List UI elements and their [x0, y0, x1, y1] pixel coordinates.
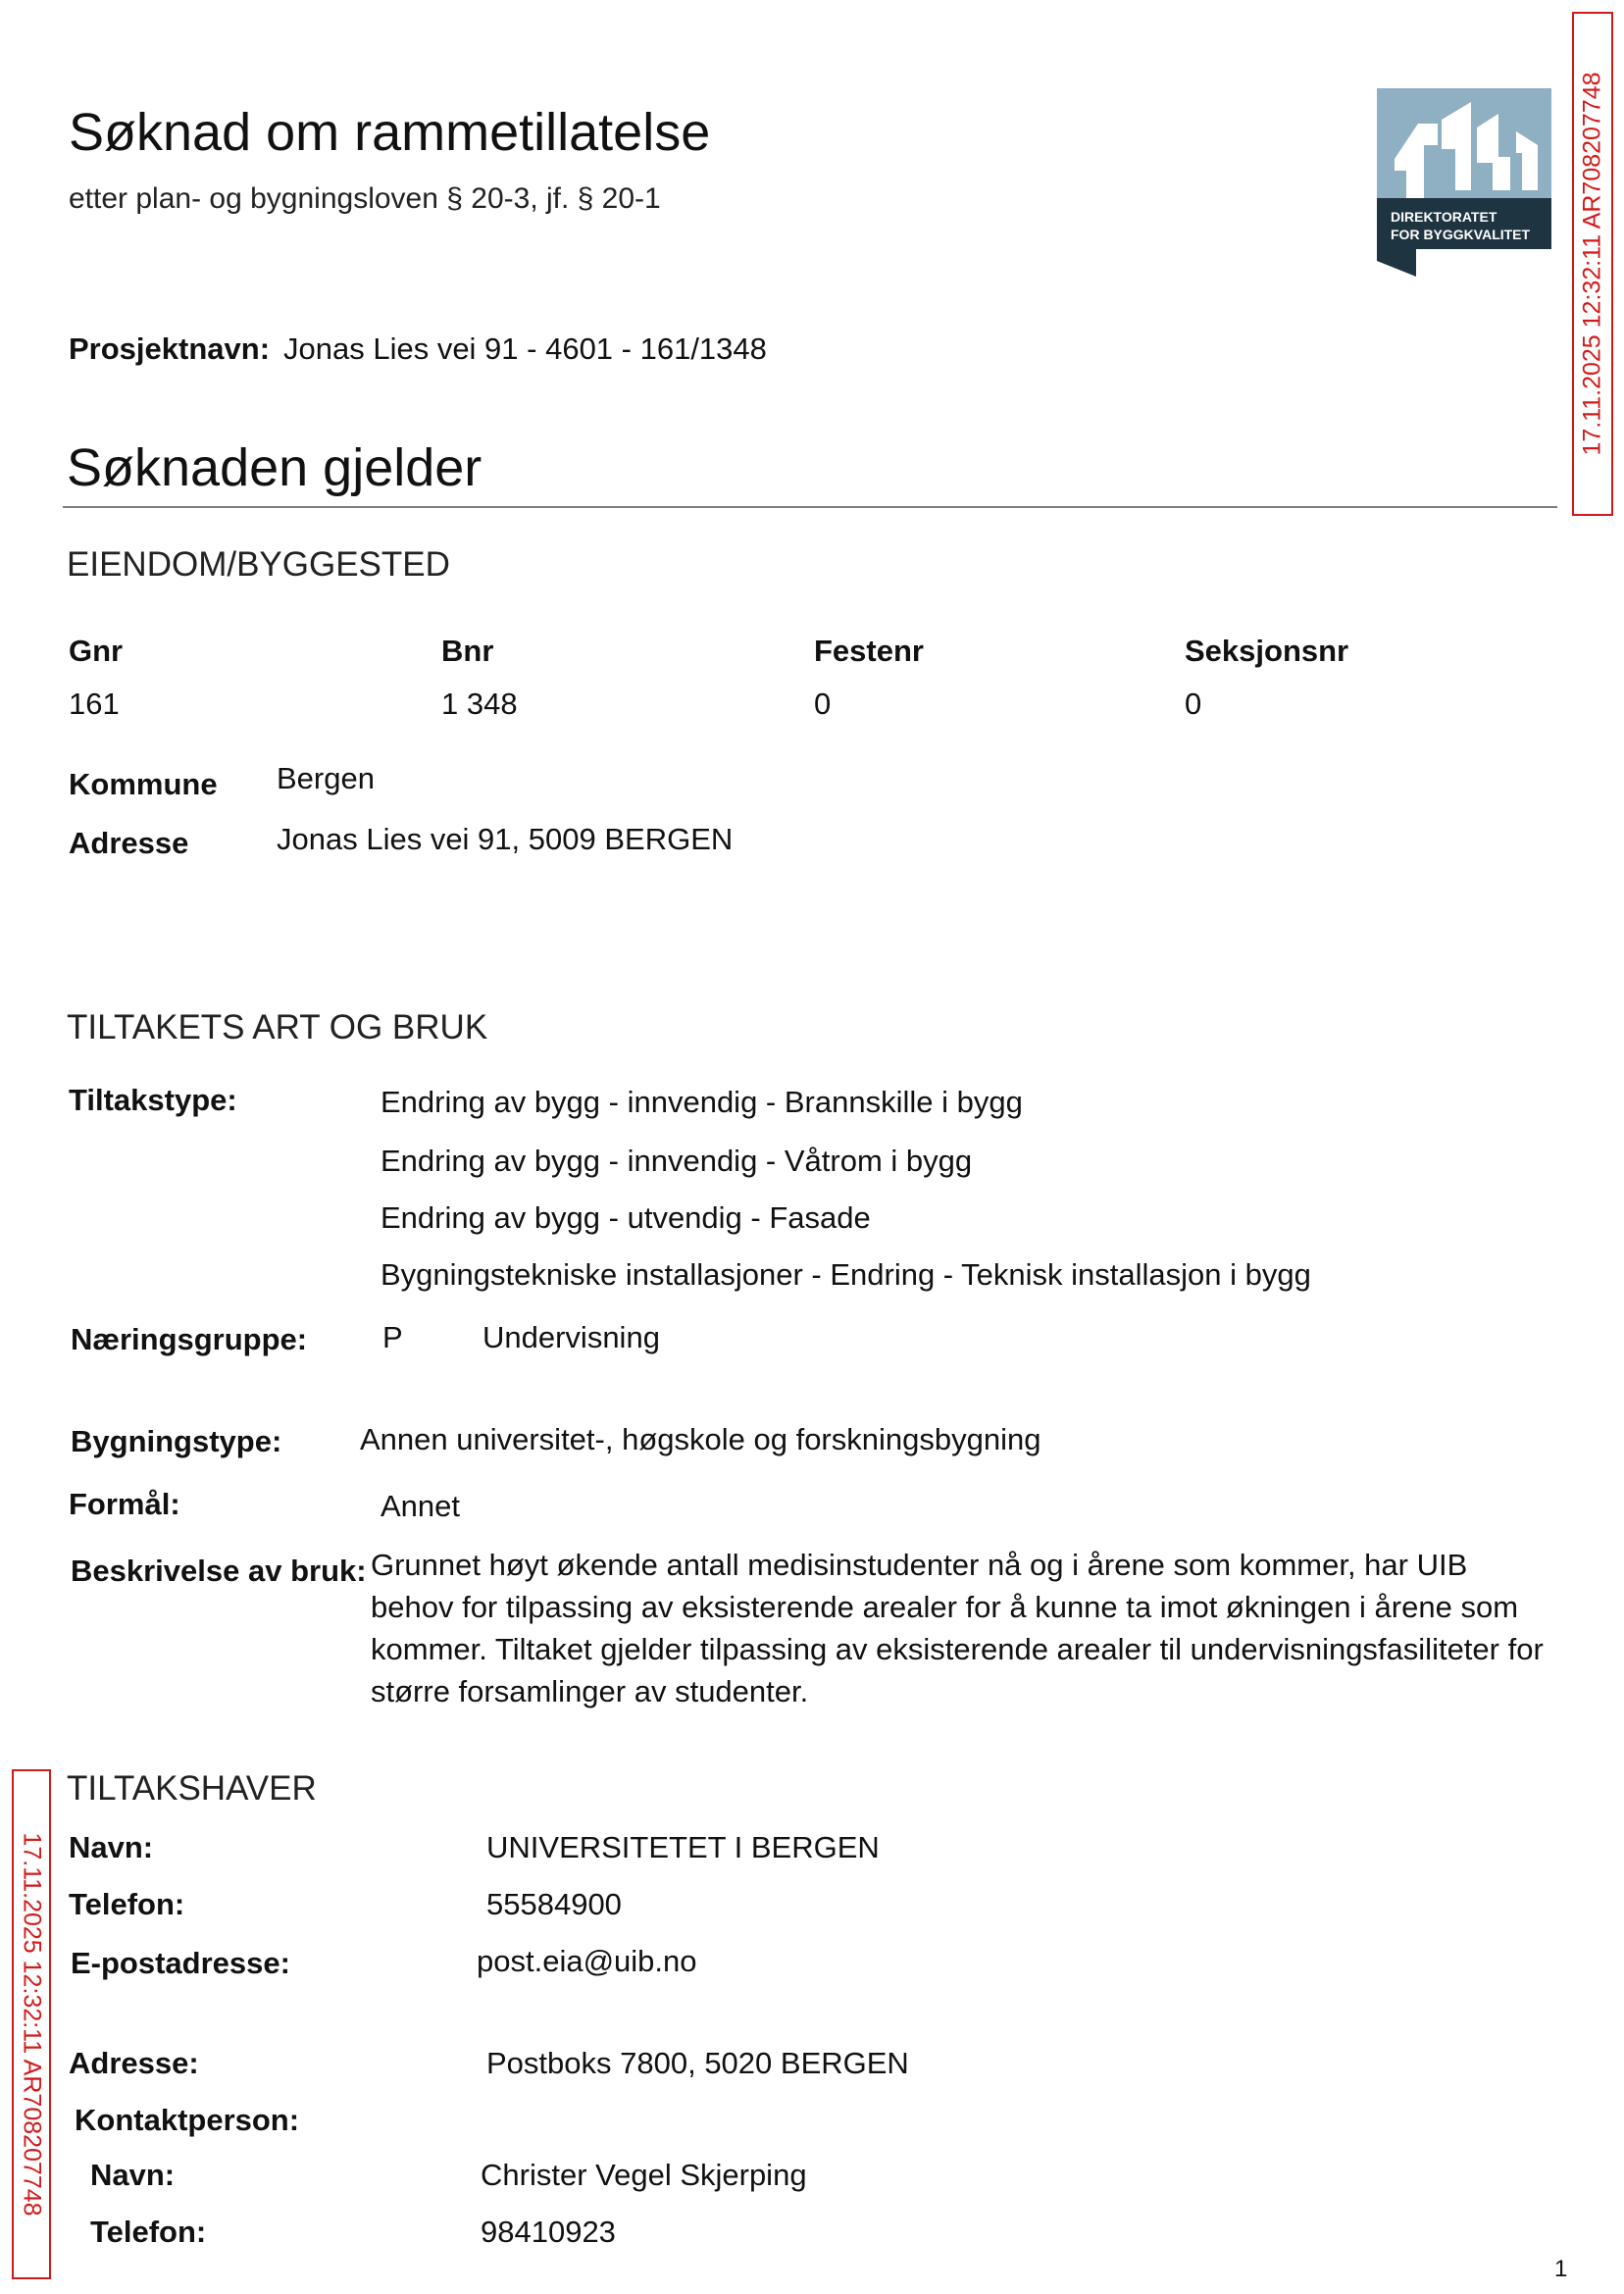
tiltakshaver-navn-label: Navn: [69, 1830, 154, 1864]
tiltakstype-label: Tiltakstype: [69, 1083, 237, 1117]
festenr-value: 0 [814, 687, 832, 721]
bygningstype-label: Bygningstype: [71, 1424, 282, 1458]
festenr-label: Festenr [814, 634, 924, 668]
page-number: 1 [1554, 2256, 1568, 2282]
timestamp-stamp-top [1572, 12, 1613, 516]
naeringsgruppe-label: Næringsgruppe: [71, 1322, 308, 1356]
bnr-value: 1 348 [441, 687, 518, 721]
section-heading: Søknaden gjelder [67, 438, 482, 497]
tiltakshaver-telefon-label: Telefon: [69, 1887, 185, 1921]
property-heading: EIENDOM/BYGGESTED [67, 545, 450, 584]
tiltakstype-item: Endring av bygg - innvendig - Våtrom i bygg [381, 1144, 973, 1178]
kommune-value: Bergen [277, 761, 375, 795]
stamp-text: 17.11.2025 12:32:11 AR708207748 [1578, 72, 1606, 456]
tiltakstype-item: Endring av bygg - utvendig - Fasade [381, 1200, 871, 1235]
gnr-label: Gnr [69, 634, 124, 668]
adresse-label: Adresse [69, 826, 189, 860]
section-divider [63, 506, 1557, 508]
project-value: Jonas Lies vei 91 - 4601 - 161/1348 [283, 331, 767, 366]
document-title: Søknad om rammetillatelse [69, 103, 711, 162]
tiltakshaver-telefon-value: 55584900 [486, 1887, 622, 1921]
gnr-value: 161 [69, 687, 120, 721]
kontaktperson-label: Kontaktperson: [75, 2103, 300, 2137]
naeringsgruppe-code: P [382, 1320, 403, 1354]
project-label: Prosjektnavn: [69, 331, 271, 366]
formal-label: Formål: [69, 1487, 180, 1521]
tiltakshaver-adresse-label: Adresse: [69, 2046, 199, 2080]
kontaktperson-telefon-value: 98410923 [481, 2215, 616, 2249]
tiltakstype-item: Endring av bygg - innvendig - Brannskille i bygg [381, 1085, 1023, 1119]
beskrivelse-label: Beskrivelse av bruk: [71, 1554, 367, 1588]
adresse-value: Jonas Lies vei 91, 5009 BERGEN [277, 822, 734, 856]
dibk-logo [1377, 88, 1551, 277]
timestamp-stamp-left [12, 1769, 51, 2279]
tiltakshaver-navn-value: UNIVERSITETET I BERGEN [486, 1830, 880, 1864]
tiltakshaver-heading: TILTAKSHAVER [67, 1769, 317, 1808]
tiltakshaver-epost-label: E-postadresse: [71, 1946, 290, 1980]
tiltak-heading: TILTAKETS ART OG BRUK [67, 1008, 488, 1046]
seksjonsnr-value: 0 [1185, 687, 1202, 721]
tiltakshaver-epost-value: post.eia@uib.no [477, 1944, 697, 1978]
naeringsgruppe-value: Undervisning [482, 1320, 660, 1354]
bnr-label: Bnr [441, 634, 494, 668]
beskrivelse-value: Grunnet høyt økende antall medisinstudenter nå og i årene som kommer, har UIB behov for tilpassing av eksisterende arealer for å kunne ta imot økningen i årene som kommer. Tiltaket gjelder tilpassing av eksisterende arealer til undervisningsfasiliteter for større forsamlinger av studenter. [371, 1548, 1544, 1708]
kontaktperson-navn-label: Navn: [90, 2158, 176, 2192]
kontaktperson-telefon-label: Telefon: [90, 2215, 207, 2249]
logo-text-line2: FOR BYGGKVALITET [1391, 227, 1531, 242]
formal-value: Annet [381, 1489, 461, 1523]
kommune-label: Kommune [69, 767, 218, 801]
logo-text-line1: DIREKTORATET [1391, 209, 1497, 225]
kontaktperson-navn-value: Christer Vegel Skjerping [481, 2158, 807, 2192]
bygningstype-value: Annen universitet-, høgskole og forskningsbygning [360, 1422, 1041, 1456]
seksjonsnr-label: Seksjonsnr [1185, 634, 1349, 668]
document-subtitle: etter plan- og bygningsloven § 20-3, jf. § 20-1 [69, 182, 661, 215]
stamp-text: 17.11.2025 12:32:11 AR708207748 [18, 1832, 46, 2217]
tiltakstype-item: Bygningstekniske installasjoner - Endring - Teknisk installasjon i bygg [381, 1257, 1311, 1292]
tiltakshaver-adresse-value: Postboks 7800, 5020 BERGEN [486, 2046, 909, 2080]
